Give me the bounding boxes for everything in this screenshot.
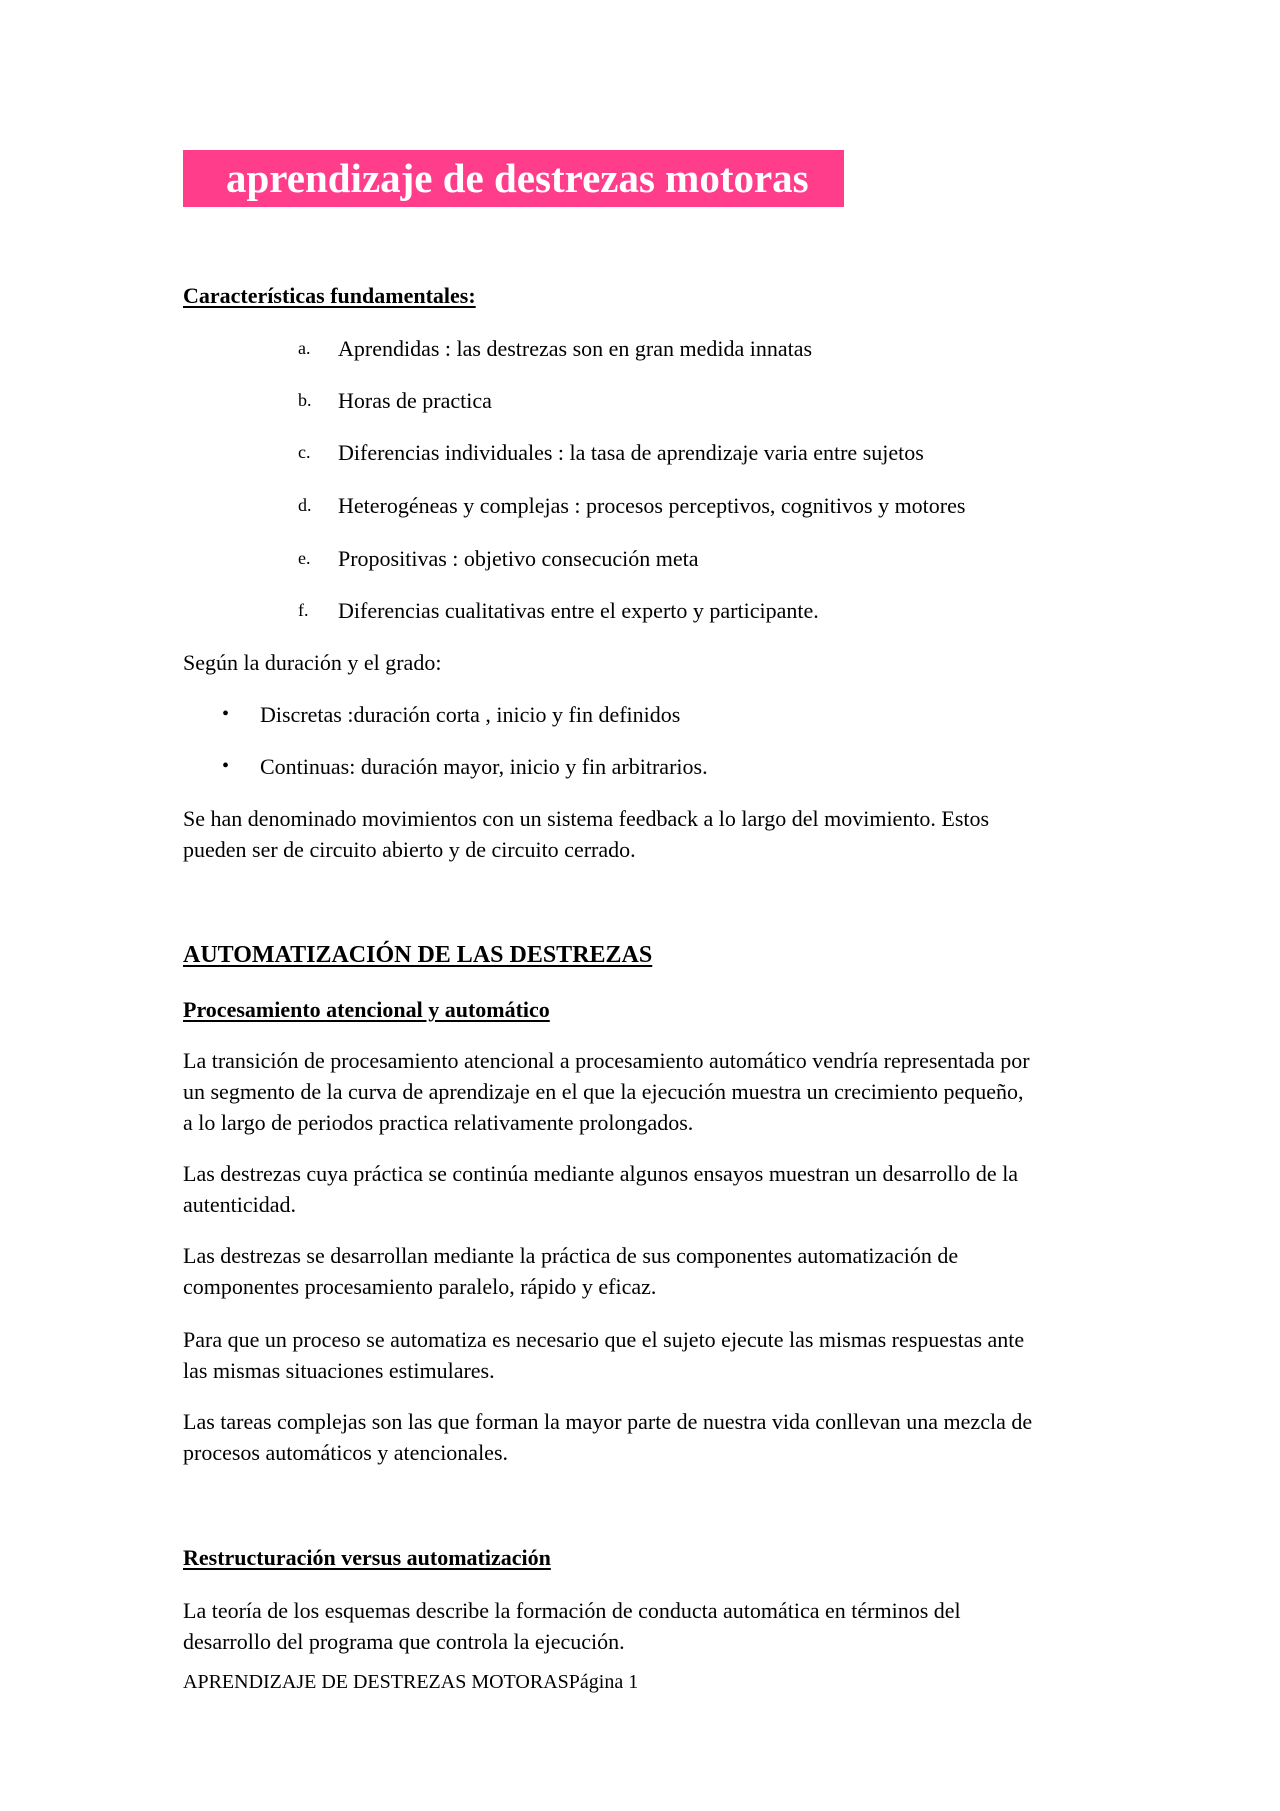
paragraph-transicion	[183, 1045, 1123, 1138]
list-marker: e.	[298, 548, 311, 568]
paragraph-line: Para que un proceso se automatiza es necesario que el sujeto ejecute las mismas respuestas ante	[183, 1327, 1025, 1352]
paragraph-line: autenticidad.	[183, 1192, 297, 1217]
paragraph-line: La transición de procesamiento atencional a procesamiento automático vendría representada por	[183, 1048, 1030, 1073]
bullet-item: Discretas :duración corta , inicio y fin definidos	[260, 702, 681, 727]
list-item: Diferencias individuales : la tasa de aprendizaje varia entre sujetos	[338, 440, 924, 465]
paragraph-line: Las destrezas cuya práctica se continúa mediante algunos ensayos muestran un desarrollo de la	[183, 1161, 1019, 1186]
paragraph-line: pueden ser de circuito abierto y de circuito cerrado.	[183, 837, 636, 862]
list-marker: a.	[298, 338, 311, 358]
paragraph-line: procesos automáticos y atencionales.	[183, 1440, 509, 1465]
section-heading-automatizacion: AUTOMATIZACIÓN DE LAS DESTREZAS	[183, 942, 653, 968]
list-item: Aprendidas : las destrezas son en gran medida innatas	[338, 336, 813, 361]
list-marker: b.	[298, 390, 312, 410]
paragraph-componentes	[183, 1240, 1123, 1302]
page-footer	[183, 1667, 638, 1698]
paragraph-line: Se han denominado movimientos con un sistema feedback a lo largo del movimiento. Estos	[183, 806, 990, 831]
paragraph-autenticidad	[183, 1158, 1123, 1220]
paragraph-line: a lo largo de periodos practica relativamente prolongados.	[183, 1110, 694, 1135]
footer-page-number: Página 1	[568, 1671, 639, 1693]
list-item: Horas de practica	[338, 388, 492, 413]
paragraph-line: desarrollo del programa que controla la ejecución.	[183, 1629, 625, 1654]
page-title: aprendizaje de destrezas motoras	[226, 155, 809, 201]
list-marker: c.	[298, 442, 311, 462]
paragraph-line: un segmento de la curva de aprendizaje en el que la ejecución muestra un crecimiento pequeño,	[183, 1079, 1024, 1104]
duration-intro: Según la duración y el grado:	[183, 650, 442, 675]
bullet-marker: •	[222, 703, 230, 725]
section-heading-caracteristicas: Características fundamentales:	[183, 283, 476, 308]
paragraph-line: componentes procesamiento paralelo, rápido y eficaz.	[183, 1274, 657, 1299]
paragraph-line: las mismas situaciones estimulares.	[183, 1358, 495, 1383]
paragraph-line: Las destrezas se desarrollan mediante la práctica de sus componentes automatización de	[183, 1243, 959, 1268]
list-item: Heterogéneas y complejas : procesos perceptivos, cognitivos y motores	[338, 493, 966, 518]
footer-title: APRENDIZAJE DE DESTREZAS MOTORAS	[183, 1671, 569, 1693]
list-item: Propositivas : objetivo consecución meta	[338, 546, 699, 571]
paragraph-tareas	[183, 1406, 1123, 1468]
subheading-procesamiento: Procesamiento atencional y automático	[183, 997, 550, 1022]
paragraph-feedback	[183, 803, 1123, 865]
list-item: Diferencias cualitativas entre el experto y participante.	[338, 598, 819, 623]
paragraph-proceso	[183, 1324, 1123, 1386]
paragraph-line: Las tareas complejas son las que forman la mayor parte de nuestra vida conllevan una mezcla de	[183, 1409, 1033, 1434]
paragraph-line: La teoría de los esquemas describe la formación de conducta automática en términos del	[183, 1598, 961, 1623]
bullet-item: Continuas: duración mayor, inicio y fin arbitrarios.	[260, 754, 708, 779]
list-marker: d.	[298, 495, 312, 515]
list-marker: f.	[298, 600, 309, 620]
bullet-marker: •	[222, 755, 230, 777]
subheading-restructuracion: Restructuración versus automatización	[183, 1545, 551, 1570]
paragraph-esquemas	[183, 1595, 1123, 1657]
